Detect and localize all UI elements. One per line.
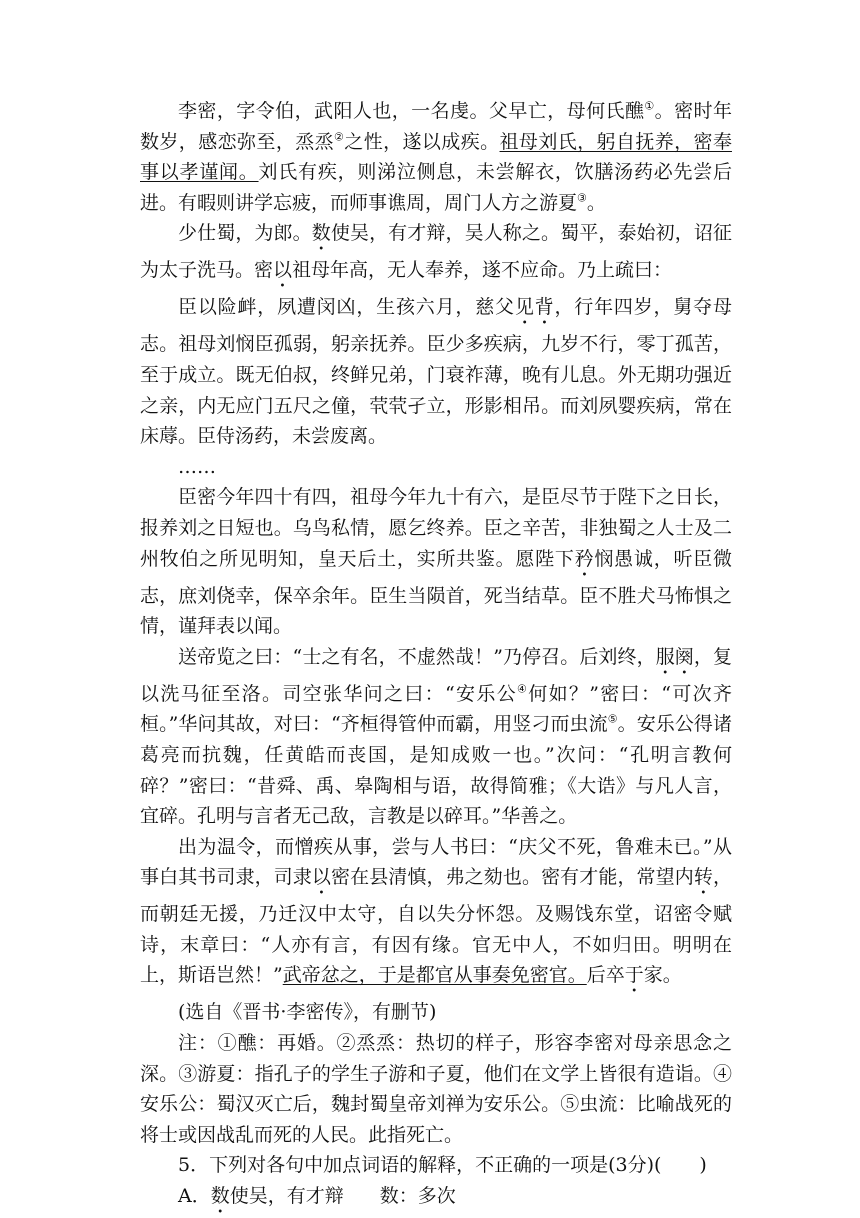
paragraph-1 (140, 96, 732, 218)
dotted-word: 以 (273, 259, 293, 282)
text: 。安乐公得诸葛亮而抗魏，任黄皓而丧国，是知成败一也。”次问：“孔明言教何碎？”密曰：“昔舜、禹、皋陶相与语，故得简雅；《大诰》与凡人言，宜碎。孔明与言者无己敌，言教是以碎耳。”华善之。 (140, 713, 732, 828)
footnotes: 注：①醮：再婚。②烝烝：热切的样子，形容李密对母亲思念之深。③游夏：指孔子的学生子游和子夏，他们在文学上皆很有造诣。④安乐公：蜀汉灭亡后，魏封蜀皇帝刘禅为安乐公。⑤虫流：比喻战死的将士或因战乱而死的人民。此指死亡。 (140, 1032, 732, 1146)
text: 悯愚诚，听臣微志，庶刘侥幸，保卒余年。臣生当陨首，死当结草。臣不胜犬马怖惧之情，谨拜表以闻。 (140, 547, 732, 638)
text: 刘氏有疾，则涕泣侧息，未尝解衣，饮膳汤药必先尝后进。有暇则讲学忘疲，而师事谯周，周门人方之游夏 (140, 161, 732, 214)
text: 少仕蜀，为郎。 (178, 222, 312, 245)
text: 李密，字令伯，武阳人也，一名虔。父早亡，母何氏醮 (178, 100, 645, 122)
ellipsis: …… (178, 455, 216, 478)
text: ，复以洗马征至洛。司空张华问之曰：“安乐公 (140, 645, 732, 705)
text: 后卒 (586, 964, 625, 987)
option-a (140, 1181, 732, 1218)
option-text: 使吴，有才辩 (229, 1185, 344, 1208)
dotted-word: 见背 (514, 296, 555, 319)
text: 之性，遂以成疾。 (344, 130, 500, 153)
text: 。密时年数岁，感恋弥至，烝烝 (140, 100, 732, 153)
dotted-word: 转 (693, 866, 713, 889)
text: ，而朝廷无援，乃迁汉中太守，自以失分怀怨。及赐饯东堂，诏密令赋诗，末章曰：“人亦有言，有因有缘。官无中人，不如归田。明明在上，斯语岂然！” (140, 866, 732, 987)
footnote-mark: ③ (577, 191, 587, 205)
footnote-mark: ④ (517, 682, 529, 696)
text: 送帝览之曰：“士之有名，不虚然哉！”乃停召。后刘终， (178, 645, 656, 668)
text: ，行年四岁，舅夺母志。祖母刘悯臣孤弱，躬亲抚养。臣少多疾病，九岁不行，零丁孤苦，至于成立。既无伯叔，终鲜兄弟，门衰祚薄，晚有儿息。外无期功强近之亲，内无应门五尺之僮，茕茕孑立，形影相吊。而刘夙婴疾病，常在床蓐。臣侍汤药，未尝废离。 (140, 296, 732, 448)
text: 出为温令，而憎疾从事，尝与人书曰：“庆父不死，鲁难未已。”从事白其书司隶，司隶 (140, 835, 732, 889)
text: 家。 (643, 964, 682, 987)
dotted-word: 矜 (574, 547, 595, 570)
text: 祖母年高，无人奉养，遂不应命。乃上疏曰： (292, 259, 673, 282)
underlined-sentence: 祖母刘氏，躬自抚养，密奉事以孝谨闻。 (140, 130, 732, 184)
paragraph-5 (140, 642, 732, 832)
dotted-word: 数 (311, 222, 331, 245)
paragraph-3 (140, 292, 732, 451)
footnote-mark: ② (334, 130, 345, 144)
paragraph-6 (140, 832, 732, 998)
paragraph-4 (140, 482, 732, 641)
text: 使吴，有才辩，吴人称之。蜀平，泰始初，诏征为太子洗马。密 (140, 222, 732, 282)
footnote-mark: ① (644, 99, 655, 113)
footnote-mark: ⑤ (607, 712, 618, 726)
text: 。 (586, 191, 606, 214)
source-citation: (选自《晋书·李密传》，有删节) (178, 1001, 437, 1024)
dotted-word: 以 (311, 866, 331, 889)
underlined-sentence: 武帝忿之，于是都官从事奏免密官。 (282, 964, 587, 987)
text: 臣密今年四十有四，祖母今年九十有六，是臣尽节于陛下之日长，报养刘之日短也。乌鸟私情，愿乞终养。臣之辛苦，非独蜀之人士及二州牧伯之所见明知，皇天后土，实所共鉴。愿陛下 (140, 486, 732, 570)
document-page (140, 96, 732, 1218)
question-5: 5．下列对各句中加点词语的解释，不正确的一项是(3分)( ) (178, 1154, 707, 1177)
dotted-word: 服阕 (655, 645, 694, 668)
text: 臣以险衅，夙遭闵凶，生孩六月，慈父 (178, 296, 515, 319)
paragraph-2 (140, 218, 732, 292)
text: 密在县清慎，弗之劾也。密有才能，常望内 (331, 866, 694, 889)
text: 何如？”密曰：“可次齐桓。”华问其故，对曰：“齐桓得管仲而霸，用竖刁而虫流 (140, 682, 732, 736)
dotted-word: 数 (210, 1185, 230, 1208)
dotted-word: 于 (624, 964, 644, 987)
option-explanation: 数：多次 (379, 1185, 456, 1208)
option-label: A． (178, 1185, 211, 1208)
